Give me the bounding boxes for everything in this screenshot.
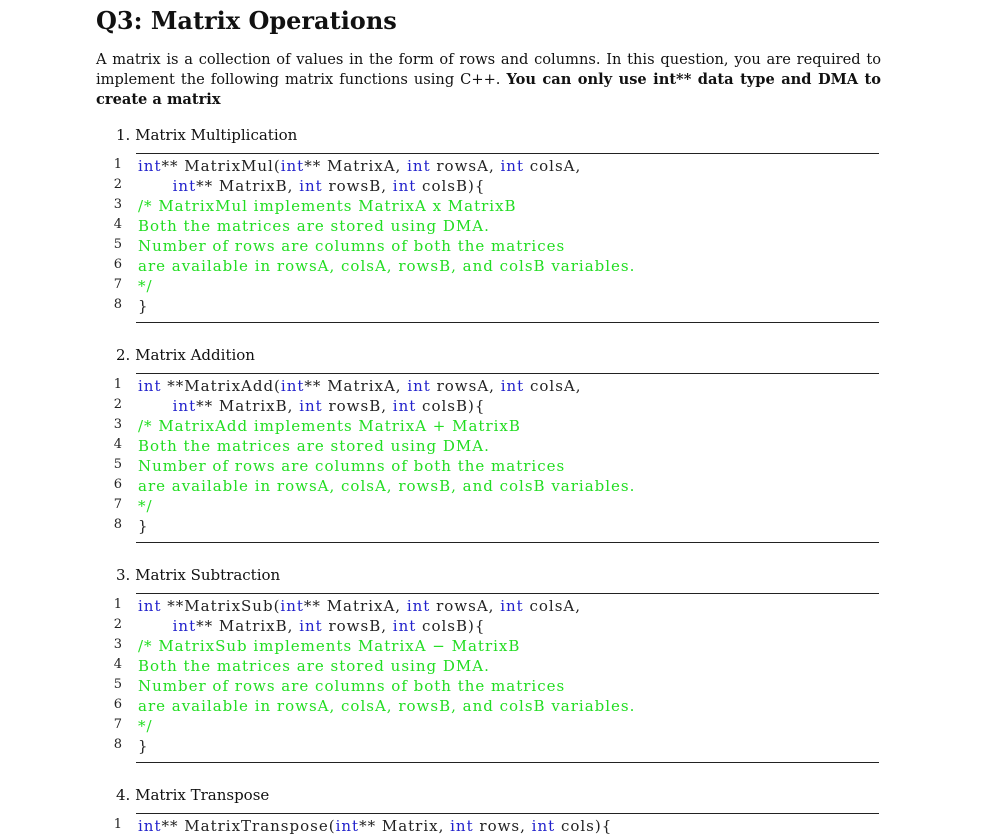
- code-keyword: int: [531, 817, 556, 835]
- code-rule-bottom: [136, 762, 879, 763]
- section-heading-subtraction: 3. Matrix Subtraction: [116, 566, 281, 584]
- code-comment: Both the matrices are stored using DMA.: [138, 657, 490, 675]
- code-token: ** MatrixB,: [196, 397, 300, 415]
- line-number: 3: [113, 637, 122, 652]
- code-text: [138, 597, 581, 615]
- code-keyword: int: [138, 157, 162, 175]
- code-token: }: [138, 297, 149, 315]
- code-keyword: int: [138, 377, 162, 395]
- line-number: 1: [113, 817, 122, 832]
- code-comment: Number of rows are columns of both the matrices: [138, 457, 566, 475]
- code-text: [138, 197, 517, 215]
- code-keyword: int: [299, 397, 323, 415]
- line-number: 5: [113, 237, 122, 252]
- code-keyword: int: [335, 817, 360, 835]
- code-token: colsA,: [523, 597, 581, 615]
- code-text: [138, 737, 149, 755]
- code-comment: /* MatrixAdd implements MatrixA + MatrixB: [138, 417, 521, 435]
- code-comment: Number of rows are columns of both the matrices: [138, 677, 566, 695]
- code-token: colsB){: [416, 397, 486, 415]
- code-rule-top: [136, 153, 879, 154]
- code-keyword: int: [450, 817, 474, 835]
- code-token: colsA,: [523, 157, 582, 175]
- code-token: }: [138, 517, 149, 535]
- code-text: [138, 697, 635, 715]
- section-heading-multiplication: 1. Matrix Multiplication: [116, 126, 298, 144]
- code-token: [138, 617, 173, 635]
- line-number: 3: [113, 417, 122, 432]
- line-number: 8: [113, 297, 122, 312]
- code-token: ** Matrix,: [359, 817, 451, 835]
- code-keyword: int: [172, 617, 197, 635]
- code-comment: are available in rowsA, colsA, rowsB, and colsB variables.: [138, 697, 636, 715]
- code-text: [138, 657, 490, 675]
- code-text: [138, 717, 153, 735]
- code-rule-top: [136, 373, 879, 374]
- intro-paragraph: [96, 50, 881, 110]
- code-text: [138, 297, 149, 315]
- code-token: **MatrixSub(: [161, 597, 281, 615]
- section-heading-addition: 2. Matrix Addition: [116, 346, 255, 364]
- code-comment: */: [138, 497, 153, 515]
- code-keyword: int: [500, 157, 524, 175]
- code-rule-bottom: [136, 322, 879, 323]
- code-text: [138, 497, 153, 515]
- line-number: 1: [113, 597, 122, 612]
- code-keyword: int: [138, 597, 162, 615]
- code-text: [138, 477, 635, 495]
- page-title: Q3: Matrix Operations: [96, 6, 397, 35]
- code-token: colsB){: [416, 177, 486, 195]
- code-token: rowsB,: [322, 397, 393, 415]
- code-text: [138, 457, 565, 475]
- line-number: 1: [113, 377, 122, 392]
- code-comment: /* MatrixMul implements MatrixA x MatrixB: [138, 197, 517, 215]
- line-number: 2: [113, 397, 122, 412]
- line-number: 7: [113, 717, 122, 732]
- code-token: rowsA,: [430, 377, 501, 395]
- code-keyword: int: [172, 177, 197, 195]
- code-token: rows,: [473, 817, 532, 835]
- code-comment: Number of rows are columns of both the matrices: [138, 237, 566, 255]
- section-heading-transpose: 4. Matrix Transpose: [116, 786, 270, 804]
- line-number: 8: [113, 737, 122, 752]
- code-keyword: int: [500, 377, 525, 395]
- line-number: 5: [113, 677, 122, 692]
- code-token: rowsB,: [322, 177, 393, 195]
- code-text: [138, 237, 565, 255]
- code-keyword: int: [392, 617, 417, 635]
- line-number: 4: [113, 217, 122, 232]
- code-keyword: int: [299, 177, 323, 195]
- line-number: 4: [113, 437, 122, 452]
- code-token: rowsB,: [322, 617, 393, 635]
- code-rule-top: [136, 593, 879, 594]
- code-keyword: int: [406, 597, 431, 615]
- code-text: [138, 637, 520, 655]
- code-token: ** MatrixA,: [304, 377, 408, 395]
- code-comment: are available in rowsA, colsA, rowsB, and colsB variables.: [138, 477, 636, 495]
- code-keyword: int: [138, 817, 162, 835]
- code-rule-bottom: [136, 542, 879, 543]
- code-text: [138, 377, 582, 395]
- line-number: 8: [113, 517, 122, 532]
- code-text: [138, 517, 149, 535]
- code-token: ** MatrixTranspose(: [161, 817, 336, 835]
- code-token: [138, 397, 173, 415]
- code-keyword: int: [392, 177, 417, 195]
- code-text: [138, 677, 565, 695]
- code-token: ** MatrixB,: [196, 617, 300, 635]
- code-comment: */: [138, 277, 153, 295]
- code-comment: are available in rowsA, colsA, rowsB, and colsB variables.: [138, 257, 636, 275]
- code-token: rowsA,: [430, 597, 501, 615]
- line-number: 1: [113, 157, 122, 172]
- intro-text: A matrix is a collection of values in the form of rows and columns. In this question, you are required to implement the following matrix functions using C++.: [96, 51, 881, 88]
- code-keyword: int: [299, 617, 323, 635]
- code-text: [138, 437, 490, 455]
- line-number: 2: [113, 617, 122, 632]
- line-number: 3: [113, 197, 122, 212]
- code-comment: */: [138, 717, 153, 735]
- code-token: ** MatrixA,: [303, 597, 407, 615]
- code-comment: Both the matrices are stored using DMA.: [138, 437, 490, 455]
- code-keyword: int: [280, 377, 305, 395]
- code-token: colsA,: [524, 377, 582, 395]
- code-text: [138, 277, 153, 295]
- code-keyword: int: [392, 397, 417, 415]
- code-text: [138, 817, 612, 835]
- code-keyword: int: [407, 157, 431, 175]
- code-keyword: int: [280, 597, 304, 615]
- code-keyword: int: [280, 157, 305, 175]
- code-keyword: int: [172, 397, 197, 415]
- intro-bold-text: You can only use int** data type and DMA to create a matrix: [96, 71, 881, 108]
- line-number: 7: [113, 497, 122, 512]
- code-keyword: int: [500, 597, 524, 615]
- code-token: ** MatrixMul(: [161, 157, 281, 175]
- code-keyword: int: [407, 377, 431, 395]
- code-text: [138, 257, 635, 275]
- code-token: cols){: [555, 817, 613, 835]
- code-text: [138, 397, 485, 415]
- code-comment: Both the matrices are stored using DMA.: [138, 217, 490, 235]
- code-token: }: [138, 737, 149, 755]
- code-token: colsB){: [416, 617, 486, 635]
- line-number: 7: [113, 277, 122, 292]
- code-comment: /* MatrixSub implements MatrixA − MatrixB: [138, 637, 521, 655]
- line-number: 2: [113, 177, 122, 192]
- line-number: 6: [113, 257, 122, 272]
- code-token: ** MatrixB,: [196, 177, 300, 195]
- line-number: 4: [113, 657, 122, 672]
- code-token: ** MatrixA,: [304, 157, 408, 175]
- code-token: [138, 177, 173, 195]
- code-text: [138, 177, 485, 195]
- code-token: **MatrixAdd(: [161, 377, 281, 395]
- code-text: [138, 217, 490, 235]
- line-number: 6: [113, 697, 122, 712]
- line-number: 6: [113, 477, 122, 492]
- code-text: [138, 157, 581, 175]
- code-rule-top: [136, 813, 879, 814]
- code-token: rowsA,: [430, 157, 501, 175]
- code-text: [138, 617, 485, 635]
- code-text: [138, 417, 521, 435]
- line-number: 5: [113, 457, 122, 472]
